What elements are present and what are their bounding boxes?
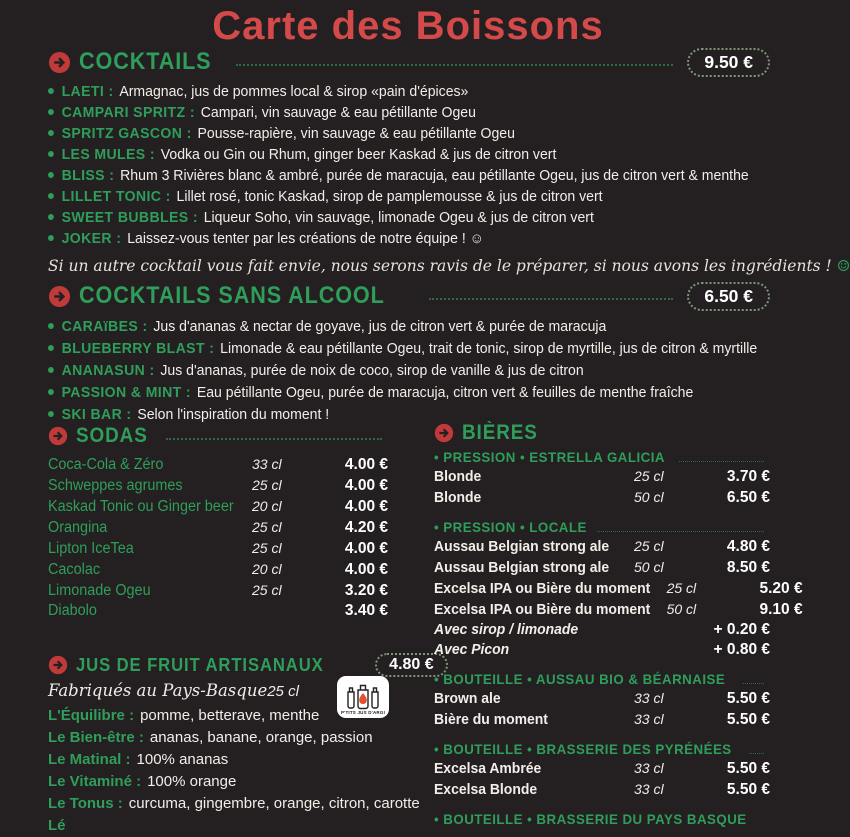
item-name: CAMPARI SPRITZ : <box>62 105 195 121</box>
drink-price: 5.50 € <box>726 711 770 728</box>
drink-size: 33 cl <box>634 760 664 776</box>
beer-group-label: • PRESSION • LOCALE <box>434 519 587 535</box>
table-row <box>434 640 770 660</box>
list-item <box>48 166 748 187</box>
item-name: LAETI : <box>62 84 114 100</box>
drink-size: 25 cl <box>267 683 299 700</box>
section-title: COCKTAILS <box>79 48 212 75</box>
cocktails-header <box>48 46 770 78</box>
juice-producer-logo-icon <box>337 676 389 718</box>
item-name: SPRITZ GASCON : <box>62 126 192 142</box>
item-desc: Eau pétillante Ogeu, purée de maracuja, citron vert & feuilles de menthe fraîche <box>196 385 694 401</box>
juices-header <box>48 651 434 679</box>
beer-group-label: • BOUTEILLE • AUSSAU BIO & BÉARNAISE <box>434 671 726 687</box>
item-desc: Limonade & eau pétillante Ogeu, trait de tonic, sirop de myrtille, jus de citron & myrtille <box>220 341 758 357</box>
drink-price: 4.20 € <box>344 519 388 536</box>
drink-size: 25 cl <box>252 477 282 493</box>
drink-size: 20 cl <box>252 498 282 514</box>
drink-size: 25 cl <box>252 519 282 535</box>
drink-size: 33 cl <box>634 711 664 727</box>
item-desc: Pousse-rapière, vin sauvage & eau pétillante Ogeu <box>197 126 515 142</box>
item-name: Le Vitaminé : <box>48 773 141 790</box>
beer-group-header <box>434 518 770 536</box>
item-name: JOKER : <box>62 231 122 247</box>
item-desc: pomme, betterave, menthe <box>140 707 320 724</box>
drink-price: 4.80 € <box>726 538 770 555</box>
item-desc: Liqueur Soho, vin sauvage, limonade Ogeu & jus de citron vert <box>203 210 594 226</box>
origin-label: Fabriqués au Pays-Basque <box>48 681 268 700</box>
drink-price: 4.00 € <box>344 498 388 515</box>
drink-price: 5.50 € <box>726 760 770 777</box>
list-item <box>48 749 388 771</box>
drink-price: 5.20 € <box>759 580 803 597</box>
item-name: CARAïBES : <box>62 319 148 335</box>
drink-name: Excelsa Ambrée <box>434 760 542 777</box>
drink-price: 4.00 € <box>344 456 388 473</box>
dotted-leader <box>429 296 674 300</box>
item-desc: Rhum 3 Rivières blanc & ambré, purée de maracuja, eau pétillante Ogeu, jus de citron vert & menthe <box>120 168 749 184</box>
price-badge: 9.50 € <box>687 48 770 77</box>
table-row <box>434 758 770 779</box>
mocktails-header <box>48 280 770 312</box>
drink-name: Aussau Belgian strong ale <box>434 538 610 555</box>
drink-size: 33 cl <box>252 456 282 472</box>
bullet-icon <box>48 345 54 351</box>
item-desc: Armagnac, jus de pommes local & sirop «pain d'épices» <box>119 84 469 100</box>
item-name: SWEET BUBBLES : <box>62 210 198 226</box>
table-row <box>434 688 770 709</box>
drink-size: 25 cl <box>252 540 282 556</box>
drink-name: Excelsa IPA ou Bière du moment <box>434 580 651 597</box>
dotted-leader <box>166 436 382 440</box>
arrow-circle-icon <box>48 655 68 675</box>
table-row <box>48 475 388 496</box>
drink-price: 4.00 € <box>344 561 388 578</box>
section-title: SODAS <box>76 424 148 447</box>
beers-header <box>434 420 770 446</box>
item-desc: Jus d'ananas, purée de noix de coco, sirop de vanille & jus de citron <box>160 363 584 379</box>
list-item <box>48 187 748 208</box>
drink-name: Bière du moment <box>434 711 548 728</box>
drink-name: Cacolac <box>48 561 101 578</box>
item-name: SKI BAR : <box>62 407 132 423</box>
drink-price: 6.50 € <box>726 489 770 506</box>
bullet-icon <box>48 172 54 178</box>
drink-name: Excelsa IPA ou Bière du moment <box>434 601 651 618</box>
dotted-leader <box>743 681 764 684</box>
list-item <box>48 316 748 338</box>
item-desc: Selon l'inspiration du moment ! <box>137 407 330 423</box>
drink-size: 50 cl <box>634 489 664 505</box>
drink-size: 25 cl <box>252 582 282 598</box>
arrow-circle-icon <box>48 426 68 446</box>
table-row <box>434 599 803 620</box>
bullet-icon <box>48 193 54 199</box>
drink-price: 4.00 € <box>344 540 388 557</box>
table-row <box>434 536 770 557</box>
item-name: LILLET TONIC : <box>62 189 171 205</box>
sodas-table <box>48 454 388 621</box>
table-row <box>434 487 770 508</box>
bullet-icon <box>48 88 54 94</box>
item-desc: Jus d'ananas & nectar de goyave, jus de citron vert & purée de maracuja <box>153 319 607 335</box>
arrow-circle-icon <box>434 423 454 443</box>
drink-price: 8.50 € <box>726 559 770 576</box>
mocktails-list <box>48 316 770 426</box>
item-desc: 100% ananas <box>136 751 229 768</box>
drink-name: Brown ale <box>434 690 501 707</box>
table-row <box>434 578 803 599</box>
item-name: BLUEBERRY BLAST : <box>62 341 215 357</box>
item-name: BLISS : <box>62 168 115 184</box>
drink-size: 50 cl <box>666 601 697 617</box>
section-title: COCKTAILS SANS ALCOOL <box>79 282 385 309</box>
drink-name: Lipton IceTea <box>48 540 134 557</box>
juices-list <box>48 705 420 815</box>
list-item <box>48 793 420 815</box>
clipped-juice-item: Lé <box>48 817 66 834</box>
list-item <box>48 771 388 793</box>
arrow-circle-icon <box>48 51 71 74</box>
drink-name: Orangina <box>48 519 108 536</box>
beer-group-label: • BOUTEILLE • BRASSERIE DU PAYS BASQUE <box>434 811 747 827</box>
drink-name: Avec sirop / limonade <box>434 621 579 638</box>
sodas-header <box>48 424 388 448</box>
drink-price: 3.70 € <box>726 468 770 485</box>
item-name: PASSION & MINT : <box>62 385 191 401</box>
logo-caption: P'TITS JUS D'ARGI <box>340 710 386 715</box>
bullet-icon <box>48 389 54 395</box>
beer-group-label: • PRESSION • ESTRELLA GALICIA <box>434 449 665 465</box>
item-desc: curcuma, gingembre, orange, citron, carotte <box>128 795 420 812</box>
beer-group-table <box>434 758 770 800</box>
beer-group-header <box>434 740 770 758</box>
drink-size: 33 cl <box>634 690 664 706</box>
price-badge: 6.50 € <box>687 282 770 311</box>
drink-name: Blonde <box>434 489 482 506</box>
item-desc: Vodka ou Gin ou Rhum, ginger beer Kaskad & jus de citron vert <box>160 147 557 163</box>
bullet-icon <box>48 214 54 220</box>
list-item <box>48 382 748 404</box>
list-item <box>48 103 748 124</box>
item-name: L'Équilibre : <box>48 707 134 724</box>
list-item <box>48 124 748 145</box>
drink-price: 9.10 € <box>759 601 803 618</box>
beer-group-header <box>434 670 770 688</box>
table-row <box>48 538 388 559</box>
left-column <box>48 424 434 837</box>
item-desc: Lillet rosé, tonic Kaskad, sirop de pamplemousse & jus de citron vert <box>176 189 603 205</box>
right-column <box>434 420 803 828</box>
section-title: BIÈRES <box>462 421 538 444</box>
drink-price: + 0.20 € <box>713 621 770 638</box>
drink-name: Kaskad Tonic ou Ginger beer <box>48 498 234 515</box>
table-row <box>48 580 388 601</box>
drink-price: 3.40 € <box>344 602 388 619</box>
drink-size: 25 cl <box>634 538 664 554</box>
section-cocktails <box>48 46 850 275</box>
beer-group-header-clipped <box>434 810 770 828</box>
beer-group-table <box>434 688 770 730</box>
price-badge: 4.80 € <box>375 653 447 677</box>
bullet-icon <box>48 235 54 241</box>
section-mocktails <box>48 280 770 426</box>
dotted-leader <box>679 459 764 462</box>
bullet-icon <box>48 323 54 329</box>
bullet-icon <box>48 130 54 136</box>
smiley-icon: ☺ <box>836 257 850 275</box>
drink-name: Blonde <box>434 468 482 485</box>
item-desc: ananas, banane, orange, passion <box>149 729 373 746</box>
table-row <box>48 601 388 621</box>
drink-name: Excelsa Blonde <box>434 781 538 798</box>
table-row <box>434 709 770 730</box>
item-desc: 100% orange <box>147 773 237 790</box>
item-name: Le Tonus : <box>48 795 123 812</box>
page-title: Carte des Boissons <box>212 4 604 48</box>
bullet-icon <box>48 151 54 157</box>
dotted-leader <box>749 751 764 754</box>
list-item <box>48 145 748 166</box>
beer-group-table <box>434 536 803 660</box>
drink-price: 5.50 € <box>726 690 770 707</box>
beer-group-table <box>434 466 770 508</box>
item-name: ANANASUN : <box>62 363 155 379</box>
table-row <box>48 517 388 538</box>
list-item <box>48 208 748 229</box>
section-title: JUS DE FRUIT ARTISANAUX <box>76 654 324 675</box>
dotted-leader <box>236 62 673 66</box>
dotted-leader <box>597 529 764 532</box>
drink-price: 3.20 € <box>344 582 388 599</box>
drink-name: Limonade Ogeu <box>48 582 151 599</box>
beer-group-header <box>434 448 770 466</box>
note-text: Si un autre cocktail vous fait envie, nous serons ravis de le préparer, si nous avons les ingrédients ! <box>48 257 832 275</box>
table-row <box>434 466 770 487</box>
drink-price: 4.00 € <box>344 477 388 494</box>
item-name: LES MULES : <box>62 147 155 163</box>
drink-size: 33 cl <box>634 781 664 797</box>
table-row <box>434 557 770 578</box>
beer-group-label: • BOUTEILLE • BRASSERIE DES PYRÉNÉES <box>434 741 732 757</box>
drink-size: 20 cl <box>252 561 282 577</box>
bullet-icon <box>48 411 54 417</box>
table-row <box>48 496 388 517</box>
list-item <box>48 727 388 749</box>
table-row <box>48 454 388 475</box>
drink-size: 50 cl <box>634 559 664 575</box>
item-desc: Campari, vin sauvage & eau pétillante Ogeu <box>200 105 476 121</box>
drink-name: Coca-Cola & Zéro <box>48 456 164 473</box>
bullet-icon <box>48 109 54 115</box>
cocktails-note <box>48 257 850 275</box>
drink-name: Aussau Belgian strong ale <box>434 559 610 576</box>
item-desc: Laissez-vous tenter par les créations de notre équipe ! ☺ <box>127 231 484 247</box>
item-name: Le Matinal : <box>48 751 131 768</box>
drink-size: 25 cl <box>634 468 664 484</box>
drink-price: 5.50 € <box>726 781 770 798</box>
drink-name: Diabolo <box>48 602 97 619</box>
list-item <box>48 360 748 382</box>
table-row <box>48 559 388 580</box>
table-row <box>434 620 770 640</box>
item-name: Le Bien-être : <box>48 729 144 746</box>
table-row <box>434 779 770 800</box>
arrow-circle-icon <box>48 285 71 308</box>
drink-price: + 0.80 € <box>713 641 770 658</box>
list-item <box>48 338 758 360</box>
drink-size: 25 cl <box>666 580 697 596</box>
list-item <box>48 229 748 250</box>
cocktails-list <box>48 82 770 250</box>
bullet-icon <box>48 367 54 373</box>
drink-name: Avec Picon <box>434 641 510 658</box>
drink-name: Schweppes agrumes <box>48 477 183 494</box>
list-item <box>48 82 748 103</box>
